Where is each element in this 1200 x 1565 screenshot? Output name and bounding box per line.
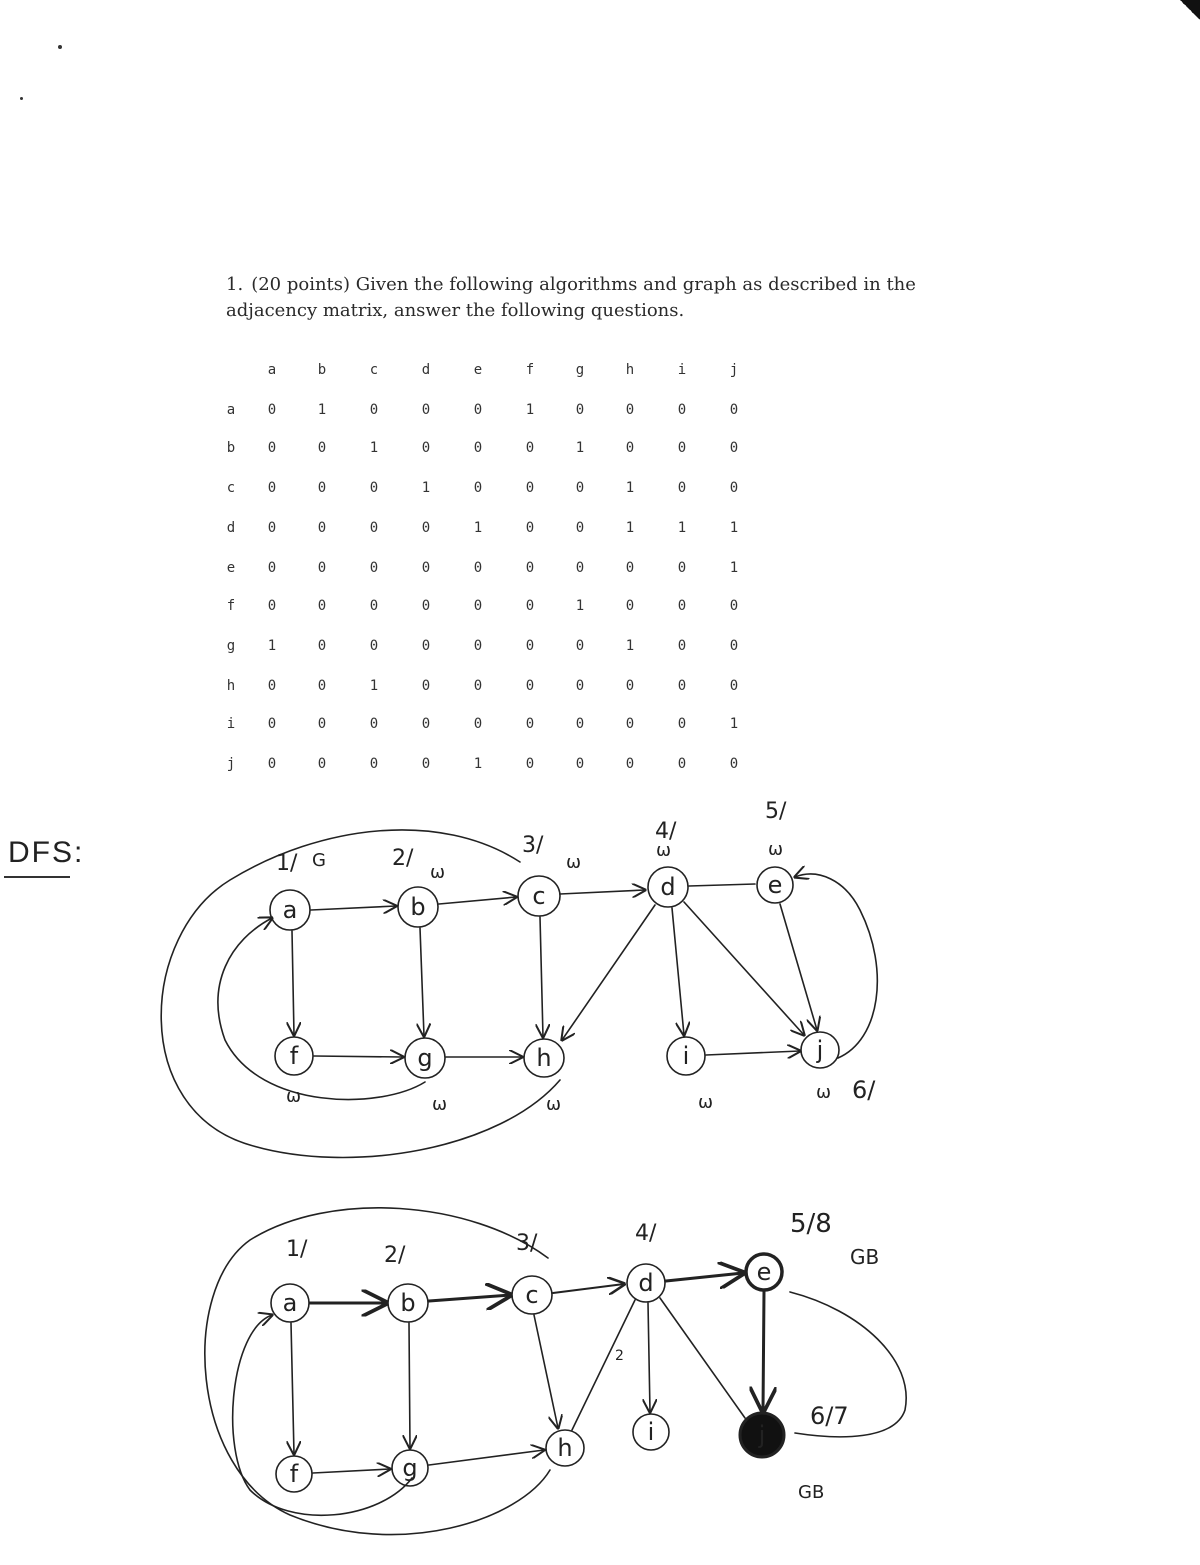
matrix-cell: 1 xyxy=(625,480,635,496)
matrix-cell: 0 xyxy=(729,440,739,456)
matrix-cell: 0 xyxy=(369,520,379,536)
annot-j: 6/ xyxy=(852,1076,876,1104)
matrix-cell: 0 xyxy=(525,756,535,772)
annot-e-mark: ω xyxy=(768,839,784,860)
matrix-cell: 0 xyxy=(267,678,277,694)
matrix-cell: 1 xyxy=(317,402,327,418)
matrix-cell: 1 xyxy=(729,520,739,536)
matrix-cell: 0 xyxy=(421,716,431,732)
matrix-cell: 0 xyxy=(473,638,483,654)
matrix-cell: 1 xyxy=(575,440,585,456)
node-f-label: f xyxy=(289,1042,299,1070)
node-e-label: e xyxy=(756,1258,772,1286)
matrix-cell: 0 xyxy=(473,402,483,418)
matrix-cell: 0 xyxy=(677,480,687,496)
matrix-row-header: b xyxy=(226,440,236,456)
matrix-cell: 0 xyxy=(625,598,635,614)
matrix-cell: 0 xyxy=(421,756,431,772)
matrix-cell: 0 xyxy=(525,440,535,456)
matrix-cell: 1 xyxy=(473,756,483,772)
matrix-cell: 0 xyxy=(317,520,327,536)
annot-h-mark: ω xyxy=(546,1094,562,1115)
annot-b: 2/ xyxy=(384,1243,406,1268)
annot-c-mark: ω xyxy=(566,852,582,873)
matrix-cell: 0 xyxy=(369,756,379,772)
matrix-row-header: f xyxy=(226,598,236,614)
matrix-cell: 0 xyxy=(525,598,535,614)
matrix-cell: 0 xyxy=(677,756,687,772)
node-g-label: g xyxy=(402,1454,418,1482)
matrix-cell: 0 xyxy=(473,480,483,496)
matrix-cell: 0 xyxy=(677,678,687,694)
matrix-row-header: e xyxy=(226,560,236,576)
matrix-cell: 0 xyxy=(317,638,327,654)
annot-i-mark: ω xyxy=(698,1092,714,1113)
matrix-cell: 0 xyxy=(677,402,687,418)
matrix-row-header: h xyxy=(226,678,236,694)
question-number: 1. xyxy=(226,274,244,295)
matrix-cell: 0 xyxy=(369,402,379,418)
dfs-label: DFS: xyxy=(8,836,85,869)
node-d-label: d xyxy=(660,873,676,901)
matrix-cell: 1 xyxy=(267,638,277,654)
matrix-col-header: a xyxy=(267,362,277,378)
annot-e-mark: GB xyxy=(850,1245,880,1269)
matrix-cell: 0 xyxy=(729,638,739,654)
annot-j-mark: ω xyxy=(816,1082,832,1103)
matrix-cell: 0 xyxy=(473,678,483,694)
node-a-label: a xyxy=(282,1289,298,1317)
matrix-cell: 0 xyxy=(421,638,431,654)
matrix-cell: 0 xyxy=(625,440,635,456)
matrix-cell: 0 xyxy=(575,480,585,496)
annot-a: 1/ xyxy=(286,1237,308,1262)
matrix-cell: 0 xyxy=(267,560,277,576)
matrix-cell: 0 xyxy=(267,402,277,418)
node-f-label: f xyxy=(289,1460,299,1488)
matrix-cell: 0 xyxy=(317,756,327,772)
matrix-col-header: h xyxy=(625,362,635,378)
matrix-cell: 1 xyxy=(473,520,483,536)
matrix-cell: 0 xyxy=(729,402,739,418)
matrix-cell: 0 xyxy=(575,520,585,536)
node-b-label: b xyxy=(400,1289,416,1317)
node-h-label: h xyxy=(557,1434,573,1462)
annot-g-mark: ω xyxy=(432,1094,448,1115)
matrix-cell: 1 xyxy=(369,678,379,694)
matrix-cell: 0 xyxy=(369,716,379,732)
question-body: (20 points) Given the following algorithms and graph as described in the adjacency matrix, answer the following questions. xyxy=(226,274,916,321)
matrix-cell: 1 xyxy=(625,520,635,536)
annot-j-mark: GB xyxy=(798,1482,825,1503)
matrix-cell: 0 xyxy=(317,440,327,456)
matrix-row-header: j xyxy=(226,756,236,772)
matrix-cell: 0 xyxy=(525,520,535,536)
matrix-cell: 0 xyxy=(421,678,431,694)
matrix-cell: 0 xyxy=(525,638,535,654)
matrix-cell: 1 xyxy=(421,480,431,496)
matrix-cell: 0 xyxy=(677,598,687,614)
matrix-cell: 1 xyxy=(525,402,535,418)
node-e-label: e xyxy=(767,871,783,899)
matrix-cell: 1 xyxy=(369,440,379,456)
matrix-cell: 0 xyxy=(473,560,483,576)
annot-b-mark: ω xyxy=(430,862,446,883)
annot-a-mark: G xyxy=(312,850,326,871)
matrix-cell: 0 xyxy=(677,440,687,456)
matrix-cell: 0 xyxy=(575,638,585,654)
matrix-cell: 0 xyxy=(525,678,535,694)
annot-d-i-edge: 2 xyxy=(615,1348,624,1364)
node-j-label: j xyxy=(758,1421,766,1449)
annot-f-mark: ω xyxy=(286,1086,302,1107)
matrix-cell: 0 xyxy=(625,678,635,694)
matrix-row-header: i xyxy=(226,716,236,732)
annot-j: 6/7 xyxy=(810,1402,849,1430)
matrix-row-header: a xyxy=(226,402,236,418)
matrix-cell: 0 xyxy=(267,598,277,614)
node-h-label: h xyxy=(536,1044,552,1072)
matrix-cell: 0 xyxy=(525,480,535,496)
matrix-cell: 0 xyxy=(575,756,585,772)
matrix-cell: 0 xyxy=(729,598,739,614)
matrix-cell: 1 xyxy=(575,598,585,614)
node-g-label: g xyxy=(417,1044,433,1072)
matrix-col-header: g xyxy=(575,362,585,378)
annot-b: 2/ xyxy=(392,846,414,871)
matrix-cell: 0 xyxy=(677,716,687,732)
matrix-cell: 0 xyxy=(267,716,277,732)
node-a-label: a xyxy=(282,896,298,924)
matrix-cell: 0 xyxy=(525,716,535,732)
matrix-cell: 0 xyxy=(369,638,379,654)
matrix-cell: 1 xyxy=(625,638,635,654)
matrix-cell: 0 xyxy=(473,440,483,456)
matrix-col-header: j xyxy=(729,362,739,378)
annot-c: 3/ xyxy=(522,833,544,858)
matrix-cell: 0 xyxy=(267,756,277,772)
matrix-cell: 0 xyxy=(267,480,277,496)
matrix-col-header: c xyxy=(369,362,379,378)
node-b-label: b xyxy=(410,893,426,921)
matrix-cell: 0 xyxy=(729,756,739,772)
matrix-cell: 0 xyxy=(317,560,327,576)
node-i-label: i xyxy=(682,1042,690,1070)
annot-e: 5/8 xyxy=(790,1209,832,1239)
annot-a: 1/ xyxy=(276,851,298,876)
matrix-cell: 0 xyxy=(525,560,535,576)
matrix-cell: 0 xyxy=(575,402,585,418)
node-j-label: j xyxy=(816,1036,824,1064)
matrix-cell: 0 xyxy=(369,480,379,496)
matrix-row-header: g xyxy=(226,638,236,654)
annot-d: 4/ xyxy=(635,1221,657,1246)
matrix-col-header: i xyxy=(677,362,687,378)
matrix-col-header: d xyxy=(421,362,431,378)
matrix-cell: 0 xyxy=(625,402,635,418)
node-c-label: c xyxy=(532,882,546,910)
annot-d: 4/ xyxy=(655,819,677,844)
matrix-cell: 0 xyxy=(317,598,327,614)
matrix-cell: 1 xyxy=(729,716,739,732)
matrix-cell: 0 xyxy=(677,638,687,654)
matrix-cell: 1 xyxy=(677,520,687,536)
matrix-col-header: f xyxy=(525,362,535,378)
matrix-row-header: d xyxy=(226,520,236,536)
matrix-cell: 0 xyxy=(625,716,635,732)
matrix-cell: 0 xyxy=(317,480,327,496)
annot-c: 3/ xyxy=(516,1231,538,1256)
annot-e: 5/ xyxy=(765,799,787,824)
matrix-cell: 1 xyxy=(729,560,739,576)
matrix-cell: 0 xyxy=(729,678,739,694)
matrix-cell: 0 xyxy=(317,716,327,732)
matrix-cell: 0 xyxy=(421,520,431,536)
matrix-cell: 0 xyxy=(369,598,379,614)
matrix-cell: 0 xyxy=(575,716,585,732)
matrix-cell: 0 xyxy=(575,678,585,694)
matrix-cell: 0 xyxy=(421,598,431,614)
matrix-cell: 0 xyxy=(421,402,431,418)
matrix-cell: 0 xyxy=(575,560,585,576)
matrix-cell: 0 xyxy=(369,560,379,576)
annot-d-mark: ω xyxy=(656,840,672,861)
node-i-label: i xyxy=(647,1418,655,1446)
matrix-col-header: b xyxy=(317,362,327,378)
matrix-cell: 0 xyxy=(729,480,739,496)
matrix-cell: 0 xyxy=(473,716,483,732)
matrix-cell: 0 xyxy=(625,756,635,772)
matrix-cell: 0 xyxy=(421,560,431,576)
matrix-row-header: c xyxy=(226,480,236,496)
node-d-label: d xyxy=(638,1269,654,1297)
node-c-label: c xyxy=(525,1281,539,1309)
matrix-cell: 0 xyxy=(677,560,687,576)
matrix-col-header: e xyxy=(473,362,483,378)
matrix-cell: 0 xyxy=(421,440,431,456)
matrix-cell: 0 xyxy=(267,520,277,536)
matrix-cell: 0 xyxy=(473,598,483,614)
matrix-cell: 0 xyxy=(625,560,635,576)
matrix-cell: 0 xyxy=(317,678,327,694)
matrix-cell: 0 xyxy=(267,440,277,456)
